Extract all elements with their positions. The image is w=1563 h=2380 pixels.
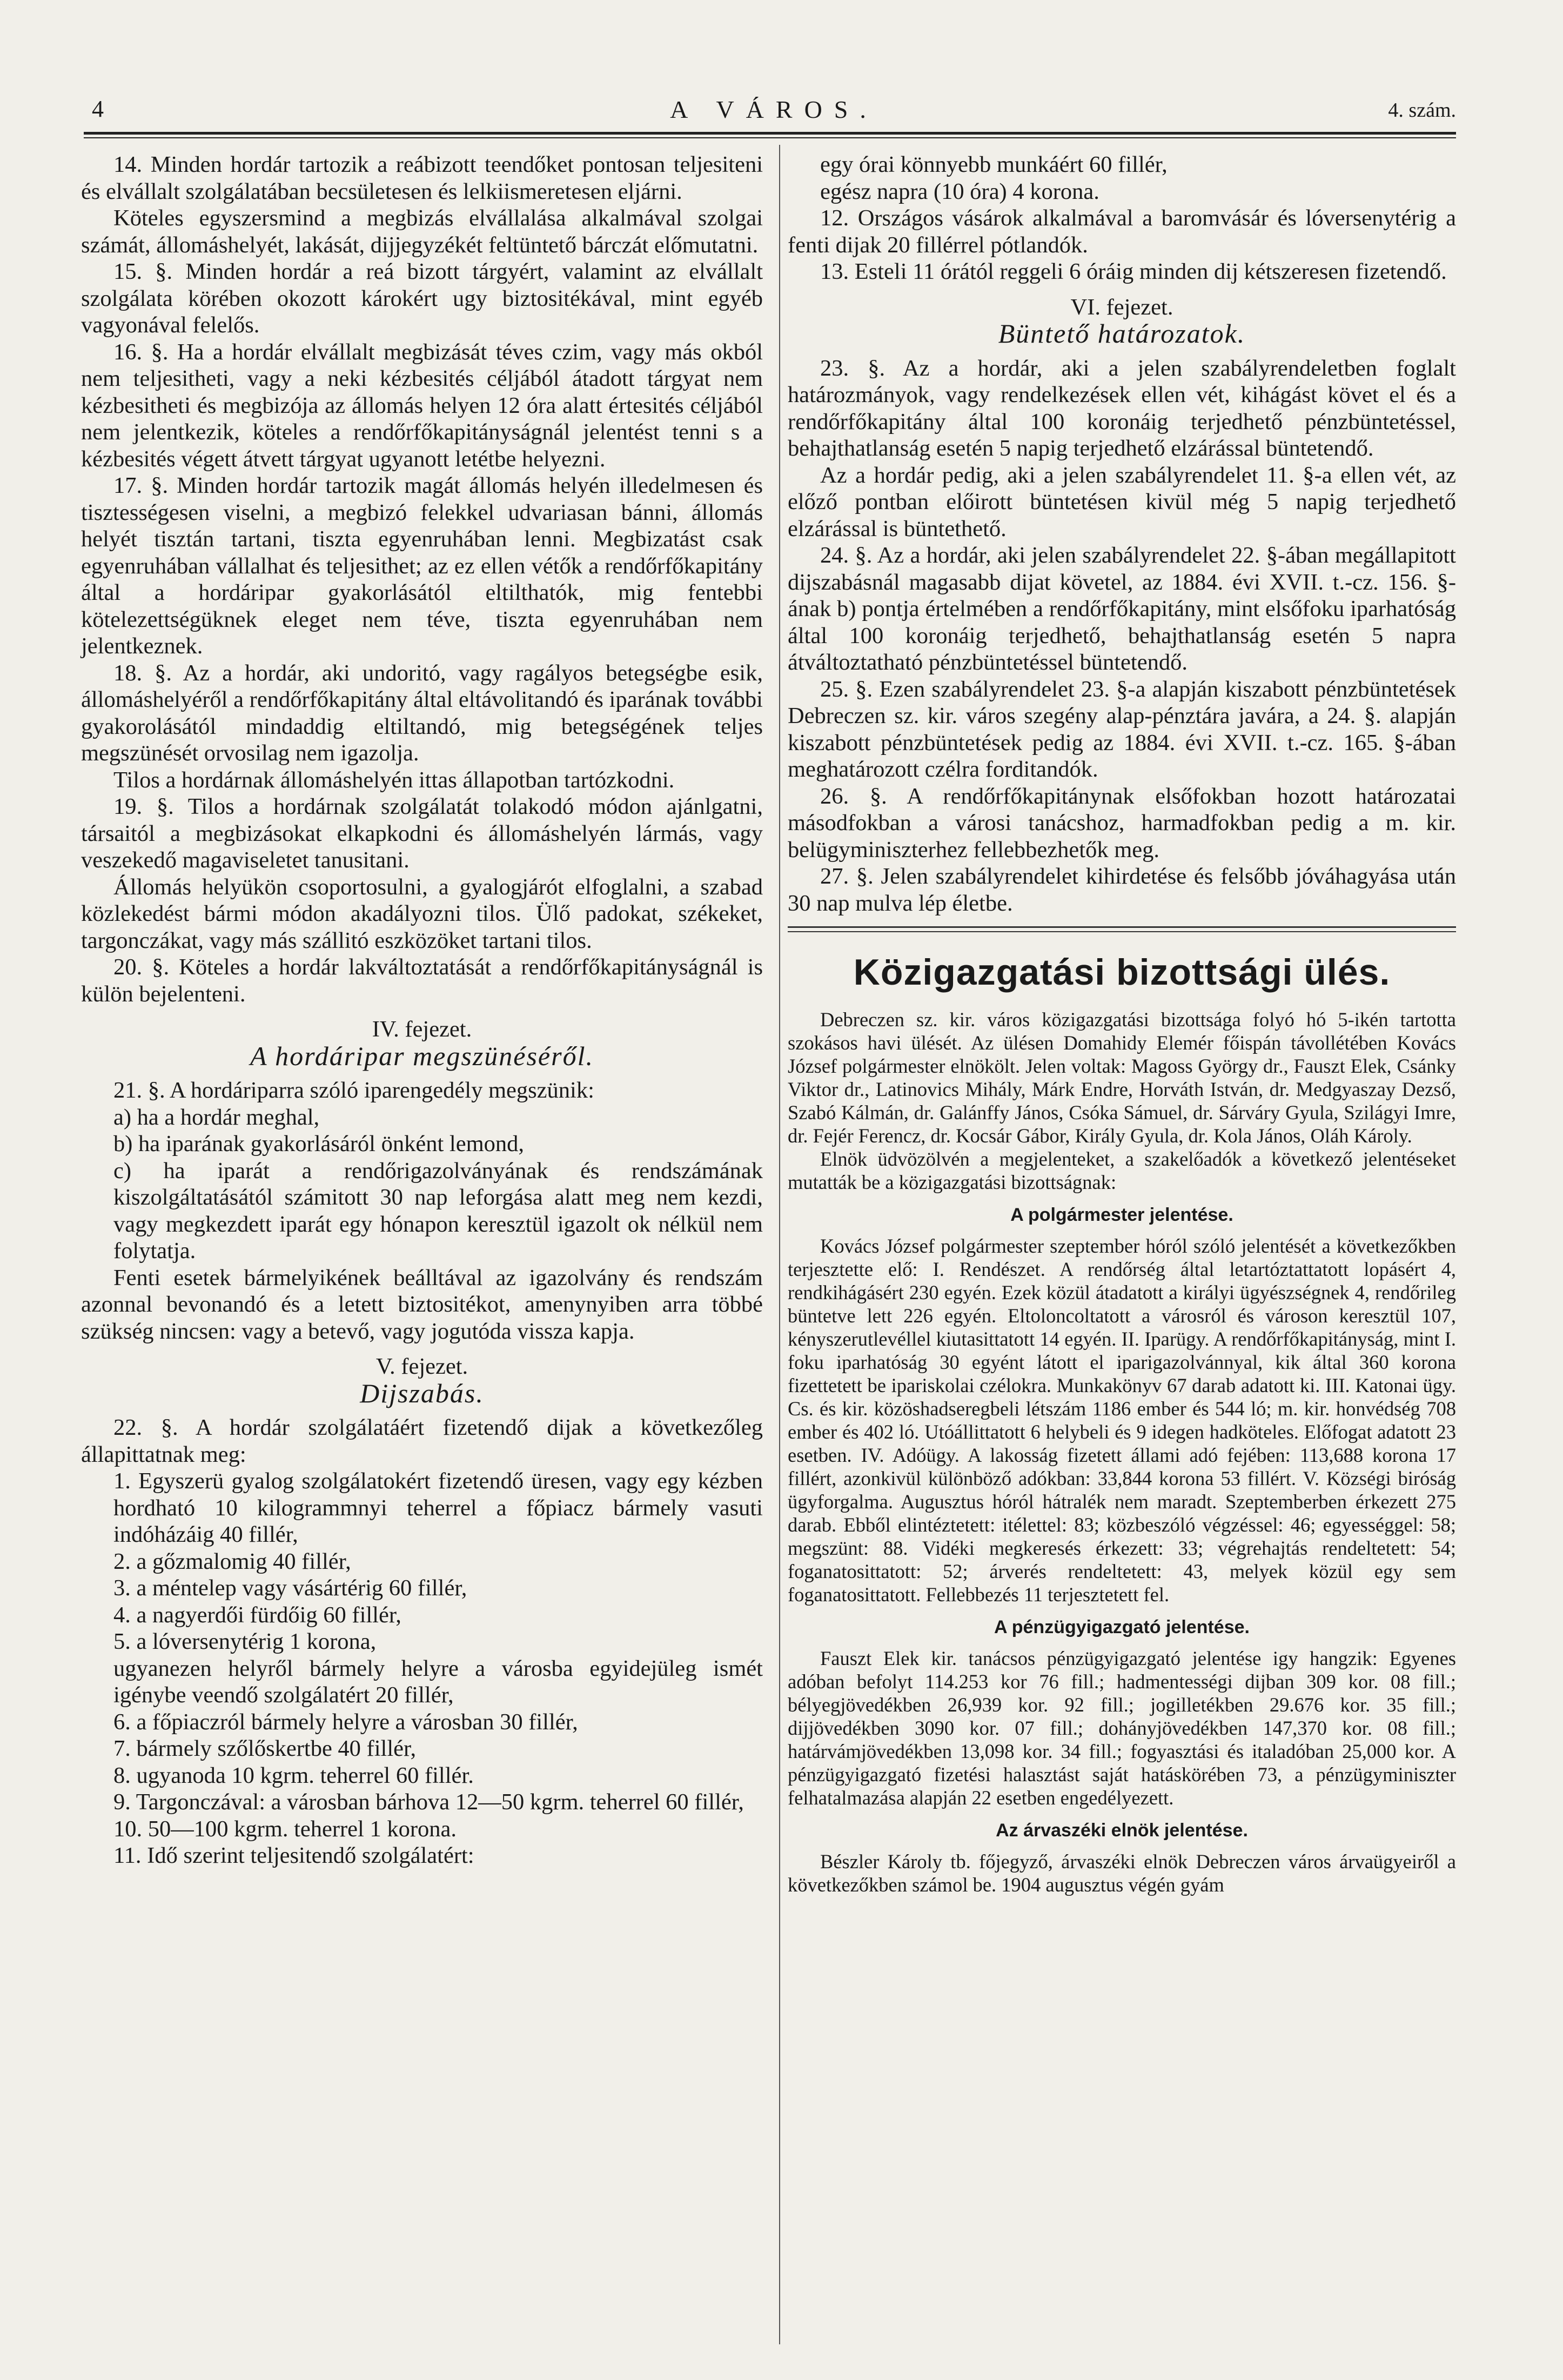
list-21	[81, 1104, 763, 1265]
section-rule	[788, 926, 1456, 928]
paragraph: Fauszt Elek kir. tanácsos pénzügyigazgató jelentése igy hangzik: Egyenes adóban befolyt 114.253 kor 76 fill.; hadmentességi dijban 309 kor. 08 fill.; bélyegjövedékben 26,939 kor. 92 fill.; jogilletékben 29.676 kor. 35 fill.; dijjövedékben 3090 kor. 07 fill.; dohányjövedékben 147,370 kor. 08 fill.; határvámjövedékben 13,098 kor. 34 fill.; fogyasztási és italadóban 25,000 kor. A pénzügyigazgató fizetési halasztást saját hatáskörében 73, a pénzügyminiszter felhatalmazása alapján 22 esetben engedélyezett.	[788, 1647, 1456, 1809]
list-item: 2. a gőzmalomig 40 fillér,	[113, 1548, 351, 1574]
list-item: 8. ugyanoda 10 kgrm. teherrel 60 fillér.	[113, 1762, 474, 1788]
section-rule-thin	[788, 931, 1456, 932]
list-item: egy órai könnyebb munkáért 60 fillér,	[820, 152, 1168, 177]
paragraph-15: 15. §. Minden hordár a reá bizott tárgyért, valamint az elvállalt szolgálata körében okozott károkért ugy biztositékával, mint egyéb vagyonával felelős.	[81, 259, 763, 338]
list-item: 3. a méntelep vagy vásártérig 60 fillér,	[113, 1575, 467, 1601]
paragraph-14: 14. Minden hordár tartozik a reábizott teendőket pontosan teljesiteni és elvállalt szolgálatában becsületesen és lelkiismeretesen eljárni.	[81, 152, 763, 204]
chapter-6-title: Büntető határozatok.	[998, 318, 1246, 349]
paragraph: Fenti esetek bármelyikének beálltával az igazolvány és rendszám azonnal bevonandó és a letett biztositékot, amenynyiben arra többé szükség nincsen: vagy a betevő, vagy jogutóda vissza kapja.	[81, 1265, 763, 1344]
chapter-5-title: Dijszabás.	[360, 1378, 484, 1408]
newspaper-title: A VÁROS.	[670, 96, 878, 123]
paragraph-23: 23. §. Az a hordár, aki a jelen szabályrendeletben foglalt határozmányok, vagy rendelkezések ellen vét, kihágást követ el és a rendőrfőkapitány által 100 koronáig terjedhető pénzbüntetéssel, behajthatlanság esetén 5 napig terjedhető elzárással büntetendő.	[788, 355, 1456, 461]
paragraph-21: 21. §. A hordáriparra szóló iparengedély megszünik:	[113, 1078, 594, 1103]
list-item: egész napra (10 óra) 4 korona.	[820, 178, 1099, 204]
paragraph: Kovács József polgármester szeptember hóról szóló jelentését a következőkben terjesztette elő: I. Rendészet. A rendőrség által letartóztattatott lopásért 4, rendkihágásért 230 egyén. Ezek közül átadatott a királyi ügyészségnek 4, rendőrileg büntetve lett 226 egyén. Eltoloncoltatott a városról és városon keresztül 107, kényszerutlevéllel kiutasittatott 14 egyén. II. Iparügy. A rendőrfőkapitányság, mint I. foku iparhatóság 30 egyént látott el iparigazolvánnyal, kik által 360 korona fizettetett be ipariskolai czélokra. Munkakönyv 67 darab adatott ki. III. Katonai ügy. Cs. és kir. közöshadseregbeli létszám 1186 ember és 544 ló; m. kir. honvédség 708 ember és 402 ló. Utóállittatott 6 helybeli és 9 idegen hadköteles. Előfogat adatott 23 esetben. IV. Adóügy. A lakosság fizetett állami adó fejében: 113,688 korona 17 fillért, azonkivül különböző adókban: 33,844 korona 53 fillért. V. Községi biróság ügyforgalma. Augusztus hóról hátralék nem maradt. Szeptemberben érkezett 275 darab. Ebből elintéztetett: itélettel: 83; közbeszóló végzéssel: 46; egyességgel: 58; megszünt: 88. Vidéki megkeresés érkezett: 33; végrehajtás rendeltetett: 54; foganatosittatott: 52; árverés rendeltetett: 43, melyek közül egy sem foganatosittatott. Fellebbezés 11 terjesztetett fel.	[788, 1235, 1456, 1606]
list-item: ugyanezen helyről bármely helyre a városba egyidejüleg ismét igénybe veendő szolgálatért 20 fillér,	[113, 1655, 763, 1708]
paragraph: Állomás helyükön csoportosulni, a gyalogjárót elfoglalni, a szabad közlekedést bármi módon akadályozni tilos. Ülő padokat, székeket, targonczákat, vagy más szállitó eszközöket tartani tilos.	[81, 874, 763, 953]
list-item: 7. bármely szőlőskertbe 40 fillér,	[113, 1736, 417, 1761]
fee-list	[81, 1468, 763, 1869]
paragraph-27: 27. §. Jelen szabályrendelet kihirdetése és felsőbb jóváhagyása után 30 nap mulva lép életbe.	[788, 864, 1456, 916]
header-rule	[84, 132, 1456, 135]
section-heading: Az árvaszéki elnök jelentése.	[996, 1820, 1248, 1841]
paragraph-17: 17. §. Minden hordár tartozik magát állomás helyén illedelmesen és tisztességesen viselni, a megbizó felekkel udvariasan bánni, állomás helyét tisztán tartani, tiszta egyenruhában lenni. Megbizatást csak egyenruhában vállalhat és teljesithet; az ez ellen vétők a rendőrfőkapitány által a hordáripar gyakorlásától eltilthatók, mig fentebbi kötelezettségüknek eleget nem téve, tiszta egyenruhában nem jelentkeznek.	[81, 473, 763, 659]
chapter-4-number: IV. fejezet.	[372, 1017, 472, 1042]
paragraph-18: 18. §. Az a hordár, aki undoritó, vagy ragályos betegségbe esik, állomáshelyéről a rendőrfőkapitány által eltávolitandó és iparának további gyakorolásától mindaddig eltiltandó, mig betegségének teljes megszünését orvosilag nem igazolja.	[81, 660, 763, 766]
list-item: 11. Idő szerint teljesitendő szolgálatért:	[113, 1843, 474, 1868]
paragraph-16: 16. §. Ha a hordár elvállalt megbizását téves czim, vagy más okból nem teljesitheti, vagy a neki kézbesités céljából átadott tárgyat nem kézbesitheti és megbizója az állomás helyen 12 óra alatt értesités céljából nem jelentkezik, köteles a rendőrfőkapitányságnál jelentést tenni s a kézbesités végett átvett tárgyat ugyanott letétbe helyezni.	[81, 339, 763, 472]
chapter-4-title: A hordáripar megszünéséről.	[250, 1040, 594, 1071]
paragraph: Bészler Károly tb. főjegyző, árvaszéki elnök Debreczen város árvaügyeiről a következőkben számol be. 1904 augusztus végén gyám	[788, 1850, 1456, 1896]
chapter-5-number: V. fejezet.	[375, 1354, 468, 1379]
paragraph-20: 20. §. Köteles a hordár lakváltoztatását a rendőrfőkapitányságnál is külön bejelenteni.	[81, 954, 763, 1007]
list-item: 5. a lóversenytérig 1 korona,	[113, 1629, 377, 1654]
paragraph-22: 22. §. A hordár szolgálatáért fizetendő dijak a következőleg állapittatnak meg:	[81, 1415, 763, 1467]
paragraph-26: 26. §. A rendőrfőkapitánynak elsőfokban hozott határozatai másodfokban a városi tanácshoz, harmadfokban pedig a m. kir. belügyminiszterhez fellebbezhetők meg.	[788, 783, 1456, 863]
paragraph: Tilos a hordárnak állomáshelyén ittas állapotban tartózkodni.	[113, 767, 675, 793]
fee-list-continued	[788, 151, 1456, 205]
list-item: 10. 50—100 kgrm. teherrel 1 korona.	[113, 1816, 457, 1842]
article-title: Közigazgatási bizottsági ülés.	[853, 952, 1391, 993]
paragraph-12: 12. Országos vásárok alkalmával a baromvásár és lóversenytérig a fenti dijak 20 fillérrel pótlandók.	[788, 205, 1456, 258]
chapter-6-number: VI. fejezet.	[1070, 294, 1173, 320]
paragraph: Elnök üdvözölvén a megjelenteket, a szakelőadók a következő jelentéseket mutatták be a közigazgatási bizottságnak:	[788, 1148, 1456, 1193]
header-rule-thin	[84, 137, 1456, 138]
list-item: 4. a nagyerdői fürdőig 60 fillér,	[113, 1602, 401, 1628]
paragraph-13: 13. Esteli 11 órától reggeli 6 óráig minden dij kétszeresen fizetendő.	[820, 259, 1447, 284]
list-item: a) ha a hordár meghal,	[113, 1104, 320, 1130]
paragraph: Köteles egyszersmind a megbizás elvállalása alkalmával szolgai számát, állomáshelyét, lakását, dijjegyzékét feltüntető bárczát előmutatni.	[81, 205, 763, 258]
list-item: 1. Egyszerü gyalog szolgálatokért fizetendő üresen, vagy egy kézben hordható 10 kilogrammnyi teherrel a főpiacz bármely vasuti indóházáig 40 fillér,	[113, 1468, 763, 1547]
list-item: 9. Targonczával: a városban bárhova 12—50 kgrm. teherrel 60 fillér,	[113, 1789, 744, 1815]
article-body	[788, 1008, 1456, 1896]
section-heading: A polgármester jelentése.	[1010, 1205, 1233, 1225]
right-column	[788, 151, 1456, 1896]
list-item: c) ha iparát a rendőrigazolványának és rendszámának kiszolgáltatásától számitott 30 nap leforgása alatt meg nem kezdi, vagy megkezdett iparát egy hónapon keresztül igazolt ok nélkül nem folytatja.	[113, 1158, 763, 1263]
paragraph: Debreczen sz. kir. város közigazgatási bizottsága folyó hó 5-ikén tartotta szokásos havi ülését. Az ülésen Domahidy Elemér főispán távollétében Kovács József polgármester elnökölt. Jelen voltak: Magoss György dr., Fauszt Elek, Csánky Viktor dr., Latinovics Mihály, Márk Endre, Horváth István, dr. Medgyaszay Dezső, Szabó Kálmán, dr. Galánffy János, Csóka Sámuel, dr. Sárváry Gyula, Szilágyi Imre, dr. Fejér Ferencz, dr. Kocsár Gábor, Király Gyula, dr. Kola János, Oláh Károly.	[788, 1008, 1456, 1147]
left-column	[81, 151, 763, 1869]
section-heading: A pénzügyigazgató jelentése.	[994, 1617, 1250, 1637]
paragraph-24: 24. §. Az a hordár, aki jelen szabályrendelet 22. §-ában megállapitott dijszabásnál magasabb dijat követel, az 1884. évi XVII. t.-cz. 156. §-ának b) pontja értelmében a rendőrfőkapitány, mint elsőfoku iparhatóság által 100 koronáig terjedhető, behajthatlanság esetén 5 napra átváltoztatható pénzbüntetéssel büntetendő.	[788, 543, 1456, 675]
paragraph: Az a hordár pedig, aki a jelen szabályrendelet 11. §-a ellen vét, az előző pontban előirott büntetésen kivül még 5 napig terjedhető elzárással is büntethető.	[788, 462, 1456, 541]
column-divider	[779, 145, 780, 2344]
list-item: 6. a főpiaczról bármely helyre a városban 30 fillér,	[113, 1709, 578, 1735]
list-item: b) ha iparának gyakorlásáról önként lemond,	[113, 1131, 525, 1156]
paragraph-25: 25. §. Ezen szabályrendelet 23. §-a alapján kiszabott pénzbüntetések Debreczen sz. kir. város szegény alap-pénztára javára, a 24. §. alapján kiszabott pénzbüntetések pedig az 1884. évi XVII. t.-cz. 165. §-ában meghatározott czélra forditandók.	[788, 676, 1456, 782]
paragraph-19: 19. §. Tilos a hordárnak szolgálatát tolakodó módon ajánlgatni, társaitól a megbizásokat elkapkodni és állomáshelyén lármás, vagy veszekedő magaviseletet tanusitani.	[81, 794, 763, 873]
page-header	[92, 91, 1456, 134]
page-number: 4	[92, 96, 104, 122]
issue-number: 4. szám.	[1388, 99, 1456, 122]
